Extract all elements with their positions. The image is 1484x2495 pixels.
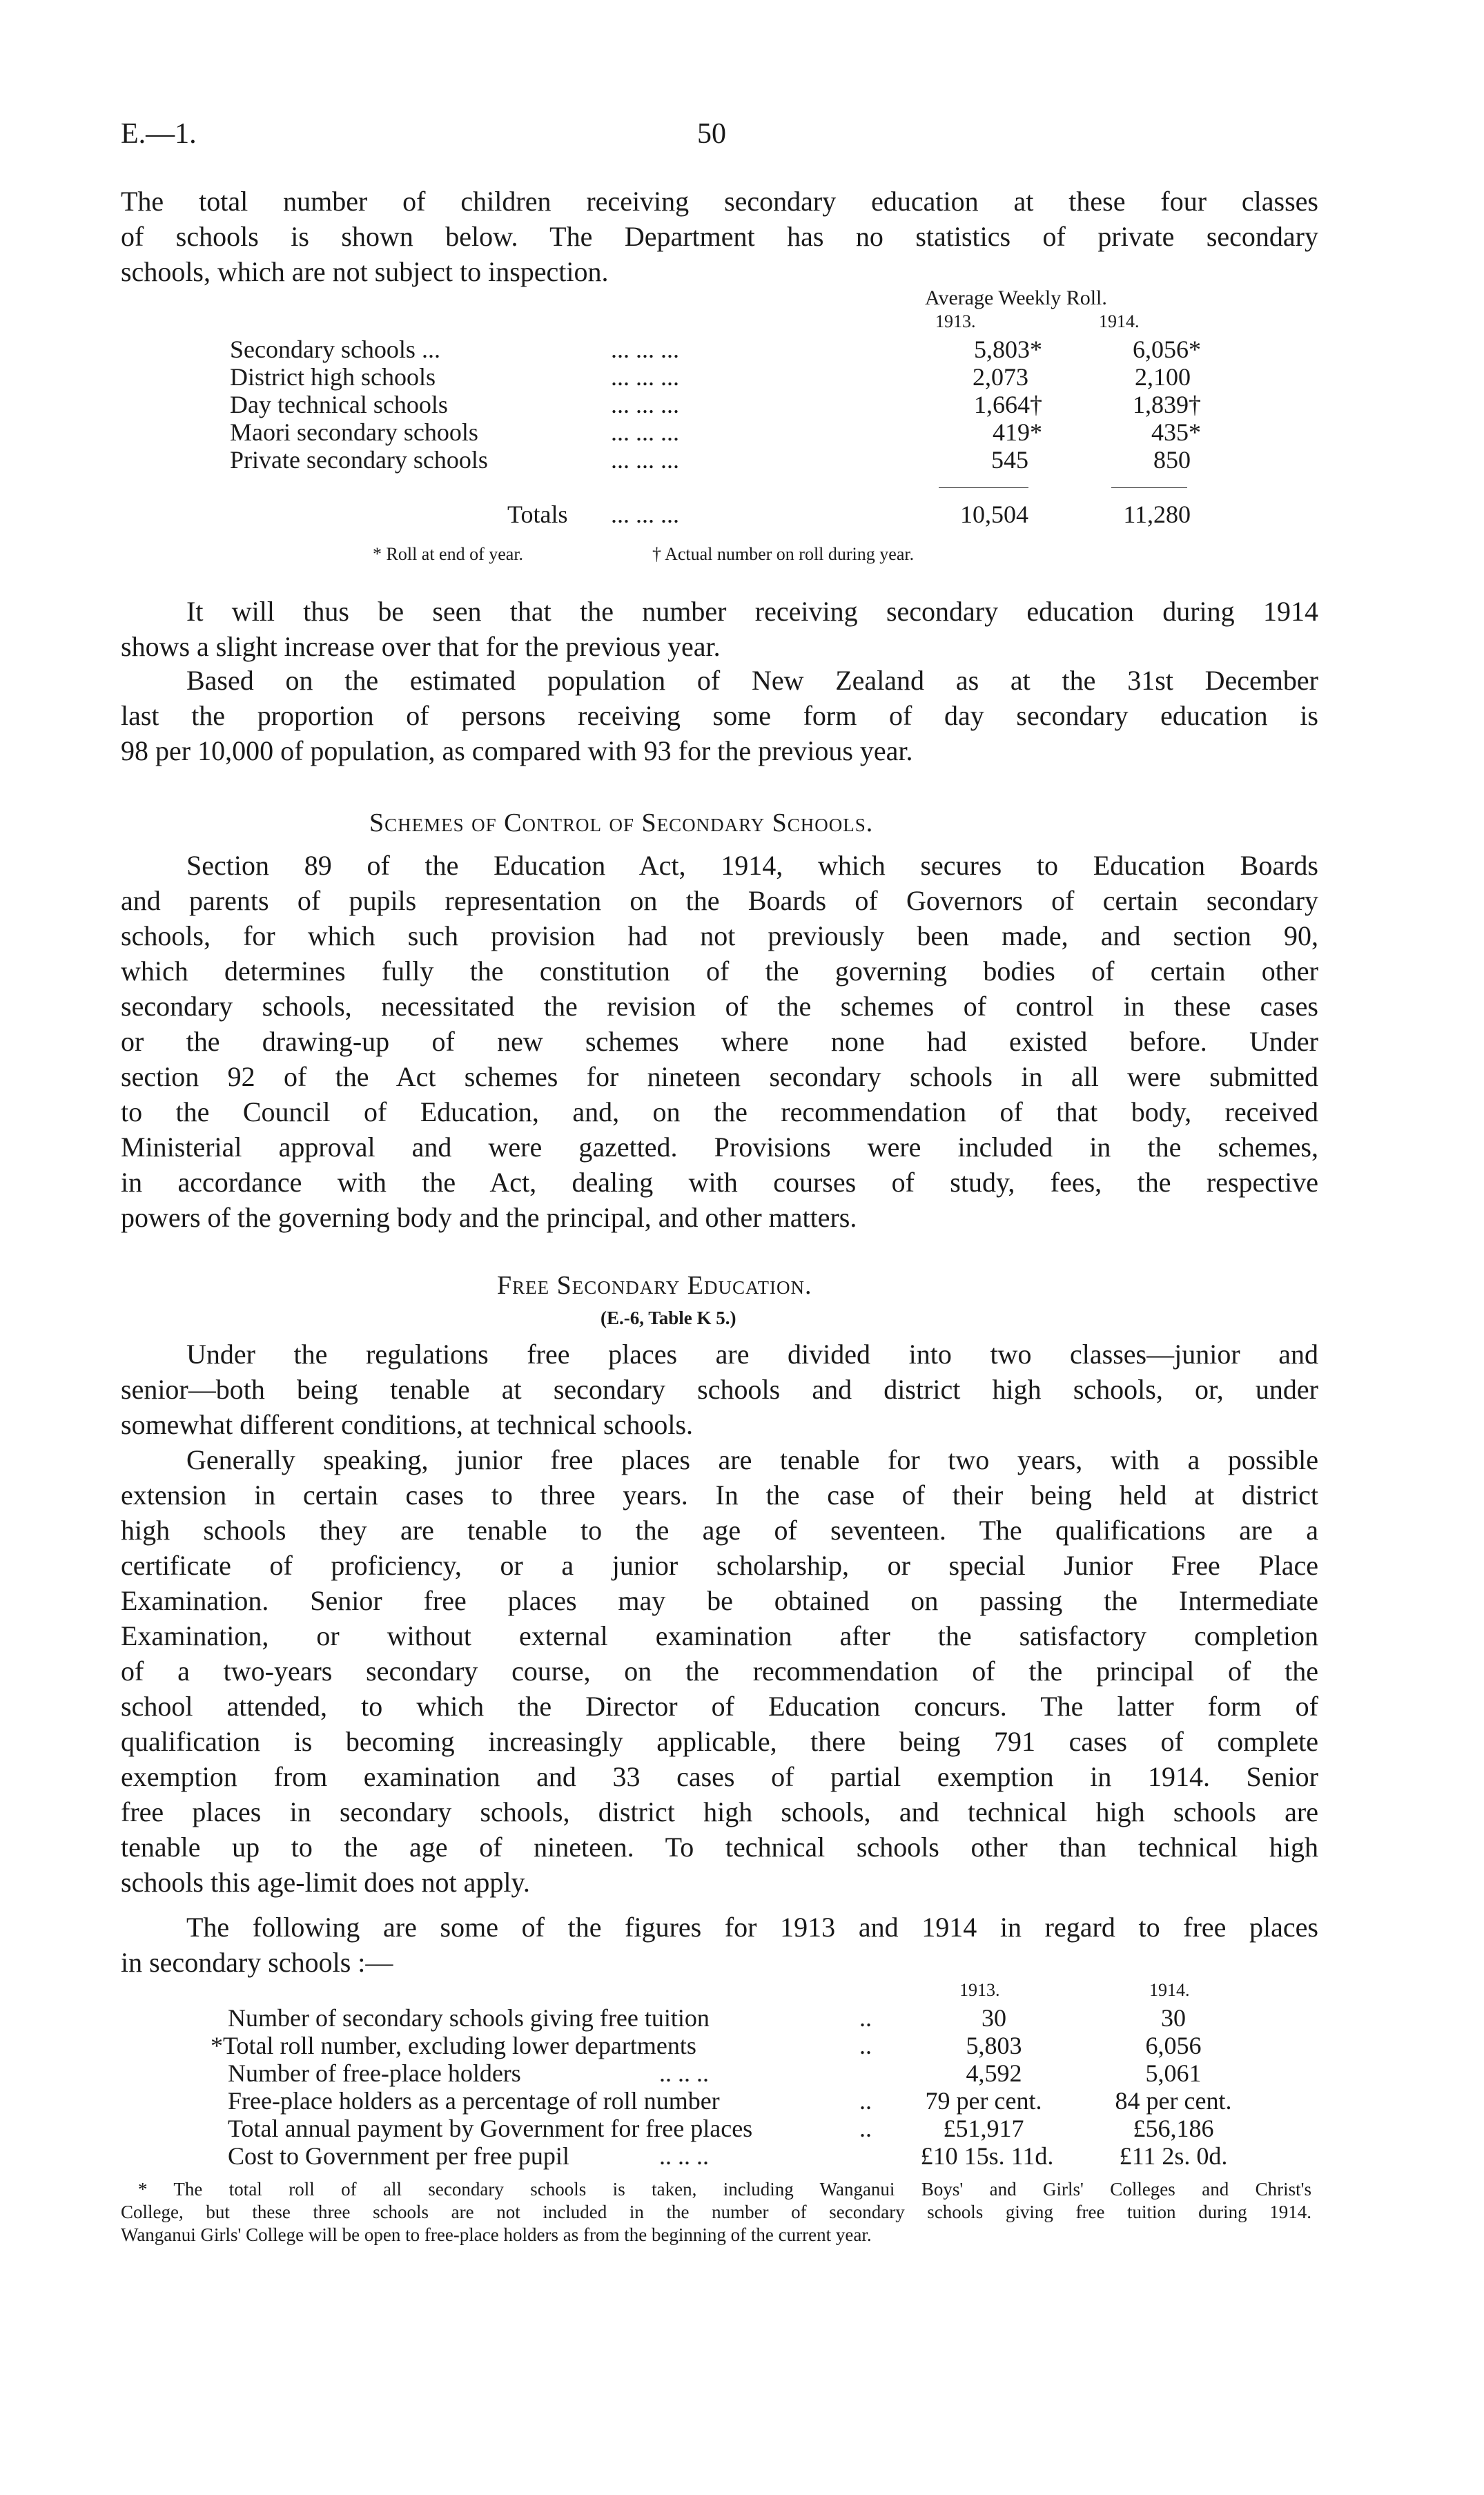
population-line: 98 per 10,000 of population, as compared with 93 for the previous year. xyxy=(121,735,913,766)
schemes-line: section 92 of the Act schemes for nineteen secondary schools in all were submitted xyxy=(121,1061,1318,1092)
schemes-heading: Schemes of Control of Secondary Schools. xyxy=(369,808,874,837)
free-row-label: Number of free-place holders xyxy=(228,2059,521,2087)
free-line: Generally speaking, junior free places are tenable for two years, with a possible xyxy=(186,1444,1318,1475)
free-row-label: Number of secondary schools giving free tuition xyxy=(228,2004,710,2032)
roll-col-1914: 1914. xyxy=(1099,311,1140,331)
free-subheading: (E.-6, Table K 5.) xyxy=(601,1308,736,1328)
free-line: certificate of proficiency, or a junior scholarship, or special Junior Free Place xyxy=(121,1550,1318,1581)
schemes-line: schools, for which such provision had not previously been made, and section 90, xyxy=(121,920,1318,951)
roll-row-dots: ... ... ... xyxy=(611,418,679,446)
roll-col-1913: 1913. xyxy=(935,311,976,331)
free-row-1914: 6,056 xyxy=(1145,2032,1202,2059)
schemes-line: in accordance with the Act, dealing with courses of study, fees, the respective xyxy=(121,1167,1318,1198)
page-code: E.—1. xyxy=(121,118,197,150)
summary-line: shows a slight increase over that for the previous year. xyxy=(121,631,721,662)
roll-row-label: Secondary schools ... xyxy=(230,336,440,363)
free-line: school attended, to which the Director of Education concurs. The latter form of xyxy=(121,1691,1318,1722)
intro-line: of schools is shown below. The Department has no statistics of private secondary xyxy=(121,221,1318,252)
free-line: high schools they are tenable to the age of seventeen. The qualifications are a xyxy=(121,1515,1318,1546)
free-row-label: Total annual payment by Government for free places xyxy=(228,2115,753,2142)
intro-line: schools, which are not subject to inspection. xyxy=(121,256,609,287)
totals-label: Totals xyxy=(507,501,568,528)
free-line: Examination, or without external examination after the satisfactory completion xyxy=(121,1620,1318,1651)
free-row-1914: 84 per cent. xyxy=(1115,2087,1232,2115)
total-1914: 11,280 xyxy=(1123,501,1191,528)
free-row-label: Free-place holders as a percentage of roll number xyxy=(228,2087,720,2115)
roll-row-1913: 1,664† xyxy=(974,391,1042,418)
roll-row-1914: 435* xyxy=(1151,418,1201,446)
page-number: 50 xyxy=(697,118,726,150)
free-line: Examination. Senior free places may be obtained on passing the Intermediate xyxy=(121,1585,1318,1616)
roll-row-1914: 1,839† xyxy=(1133,391,1201,418)
roll-table-group-header: Average Weekly Roll. xyxy=(925,287,1107,309)
free-row-1914: 5,061 xyxy=(1145,2059,1202,2087)
free-line: extension in certain cases to three years. In the case of their being held at district xyxy=(121,1479,1318,1511)
schemes-line: powers of the governing body and the principal, and other matters. xyxy=(121,1202,857,1233)
free-row-lead: .. .. .. xyxy=(659,2142,709,2170)
free-row-lead: .. xyxy=(859,2032,872,2059)
free-line: Under the regulations free places are divided into two classes—junior and xyxy=(186,1339,1318,1370)
free-line: senior—both being tenable at secondary schools and district high schools, or, under xyxy=(121,1374,1318,1405)
free-row-1913: 30 xyxy=(982,2004,1006,2032)
free-line: in secondary schools :— xyxy=(121,1947,393,1978)
free-line: schools this age-limit does not apply. xyxy=(121,1867,530,1898)
free-row-label: *Total roll number, excluding lower departments xyxy=(211,2032,696,2059)
free-line: free places in secondary schools, district high schools, and technical high schools are xyxy=(121,1796,1318,1827)
footnote-line: College, but these three schools are not included in the number of secondary schools giving free tuition during 1914. xyxy=(121,2202,1311,2222)
free-line: somewhat different conditions, at technical schools. xyxy=(121,1409,694,1440)
roll-row-1913: 5,803* xyxy=(974,336,1042,363)
roll-row-dots: ... ... ... xyxy=(611,391,679,418)
schemes-line: secondary schools, necessitated the revision of the schemes of control in these cases xyxy=(121,991,1318,1022)
total-rule-1913 xyxy=(939,487,1028,488)
footnote-line: * The total roll of all secondary schools is taken, including Wanganui Boys' and Girls' Colleges and Christ's xyxy=(138,2179,1311,2200)
roll-note-dagger: † Actual number on roll during year. xyxy=(652,544,915,564)
roll-row-label: Maori secondary schools xyxy=(230,418,478,446)
roll-row-dots: ... ... ... xyxy=(611,446,679,474)
intro-line: The total number of children receiving secondary education at these four classes xyxy=(121,186,1318,217)
population-line: Based on the estimated population of New Zealand as at the 31st December xyxy=(186,665,1318,696)
free-row-lead: .. xyxy=(859,2087,872,2115)
footnote-line: Wanganui Girls' College will be open to free-place holders as from the beginning of the current year. xyxy=(121,2224,872,2245)
free-row-1913: 5,803 xyxy=(966,2032,1022,2059)
free-row-1913: 4,592 xyxy=(966,2059,1022,2087)
roll-row-dots: ... ... ... xyxy=(611,363,679,391)
free-line: tenable up to the age of nineteen. To technical schools other than technical high xyxy=(121,1832,1318,1863)
roll-row-1914: 2,100 xyxy=(1135,363,1191,391)
schemes-line: Ministerial approval and were gazetted. Provisions were included in the schemes, xyxy=(121,1132,1318,1163)
free-row-1914: £56,186 xyxy=(1133,2115,1214,2142)
schemes-line: Section 89 of the Education Act, 1914, which secures to Education Boards xyxy=(186,850,1318,881)
total-1913: 10,504 xyxy=(960,501,1028,528)
roll-row-1913: 545 xyxy=(991,446,1028,474)
roll-note-star: * Roll at end of year. xyxy=(373,544,524,564)
free-col-1913: 1913. xyxy=(959,1980,1000,2000)
roll-row-label: Day technical schools xyxy=(230,391,448,418)
free-row-1914: £11 2s. 0d. xyxy=(1119,2142,1228,2170)
population-line: last the proportion of persons receiving some form of day secondary education is xyxy=(121,700,1318,731)
schemes-line: or the drawing-up of new schemes where none had existed before. Under xyxy=(121,1026,1318,1057)
totals-dots: ... ... ... xyxy=(611,501,679,528)
free-row-lead: .. xyxy=(859,2115,872,2142)
free-row-1914: 30 xyxy=(1161,2004,1186,2032)
roll-row-dots: ... ... ... xyxy=(611,336,679,363)
free-heading: Free Secondary Education. xyxy=(497,1271,812,1300)
free-row-lead: .. xyxy=(859,2004,872,2032)
roll-row-1913: 419* xyxy=(993,418,1042,446)
free-row-1913: £10 15s. 11d. xyxy=(920,2142,1054,2170)
roll-row-label: Private secondary schools xyxy=(230,446,488,474)
total-rule-1914 xyxy=(1111,487,1187,488)
free-line: of a two-years secondary course, on the recommendation of the principal of the xyxy=(121,1656,1318,1687)
free-line: The following are some of the figures for 1913 and 1914 in regard to free places xyxy=(186,1912,1318,1943)
roll-row-1913: 2,073 xyxy=(973,363,1028,391)
free-row-lead: .. .. .. xyxy=(659,2059,709,2087)
free-row-1913: 79 per cent. xyxy=(925,2087,1042,2115)
schemes-line: and parents of pupils representation on the Boards of Governors of certain secondary xyxy=(121,885,1318,916)
schemes-line: which determines fully the constitution of the governing bodies of certain other xyxy=(121,955,1318,987)
free-line: qualification is becoming increasingly applicable, there being 791 cases of complete xyxy=(121,1726,1318,1757)
summary-line: It will thus be seen that the number receiving secondary education during 1914 xyxy=(186,596,1318,627)
free-line: exemption from examination and 33 cases of partial exemption in 1914. Senior xyxy=(121,1761,1318,1792)
free-row-label: Cost to Government per free pupil xyxy=(228,2142,569,2170)
free-col-1914: 1914. xyxy=(1149,1980,1190,2000)
schemes-line: to the Council of Education, and, on the recommendation of that body, received xyxy=(121,1096,1318,1127)
roll-row-label: District high schools xyxy=(230,363,436,391)
free-row-1913: £51,917 xyxy=(943,2115,1024,2142)
roll-row-1914: 6,056* xyxy=(1133,336,1201,363)
roll-row-1914: 850 xyxy=(1153,446,1191,474)
